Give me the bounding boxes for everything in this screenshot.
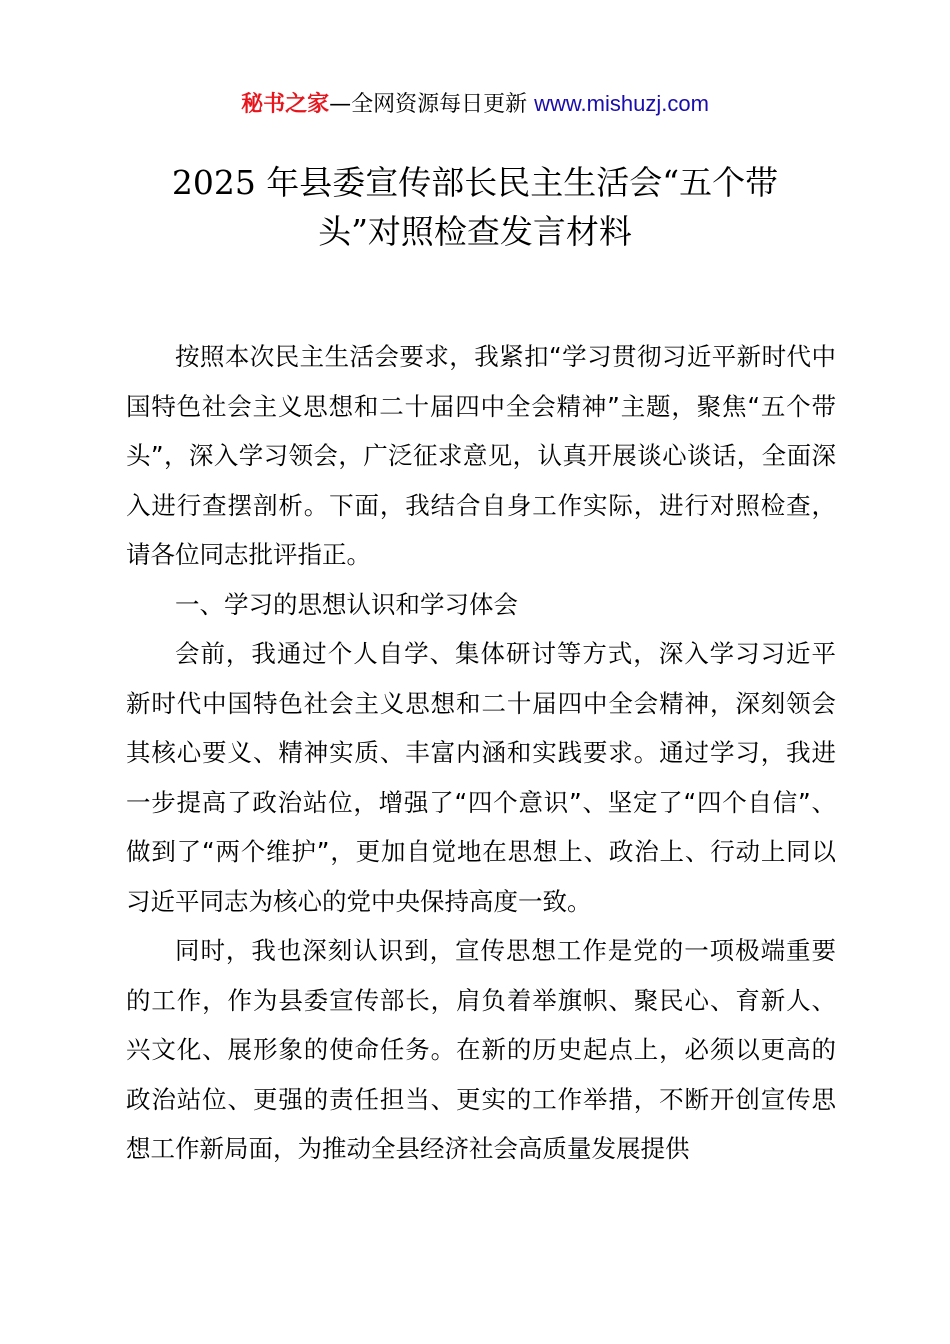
site-header [0,88,950,121]
title-line-1: 2025 年县委宣传部长民主生活会“五个带 [171,163,779,202]
document-body [126,332,836,1174]
intro-paragraph: 按照本次民主生活会要求，我紧扣“学习贯彻习近平新时代中国特色社会主义思想和二十届四中全会精神”主题，聚焦“五个带头”，深入学习领会，广泛征求意见，认真开展谈心谈话，全面深入进行查摆剖析。下面，我结合自身工作实际，进行对照检查，请各位同志批评指正。 [126,342,836,569]
section-heading: 一、学习的思想认识和学习体会 [175,589,518,619]
title-line-2: 头”对照检查发言材料 [318,212,632,251]
body-paragraph: 会前，我通过个人自学、集体研讨等方式，深入学习习近平新时代中国特色社会主义思想和二十届四中全会精神，深刻领会其核心要义、精神实质、丰富内涵和实践要求。通过学习，我进一步提高了政治站位，增强了“四个意识”、坚定了“四个自信”、做到了“两个维护”，更加自觉地在思想上、政治上、行动上同以习近平同志为核心的党中央保持高度一致。 [126,639,836,916]
header-tagline: —全网资源每日更新 [329,92,535,117]
document-title [100,158,850,256]
site-url: www.mishuzj.com [534,91,709,116]
body-paragraph: 同时，我也深刻认识到，宣传思想工作是党的一项极端重要的工作，作为县委宣传部长，肩负着举旗帜、聚民心、育新人、兴文化、展形象的使命任务。在新的历史起点上，必须以更高的政治站位、更强的责任担当、更实的工作举措，不断开创宣传思想工作新局面，为推动全县经济社会高质量发展提供 [126,936,836,1163]
brand-name: 秘书之家 [241,92,330,117]
